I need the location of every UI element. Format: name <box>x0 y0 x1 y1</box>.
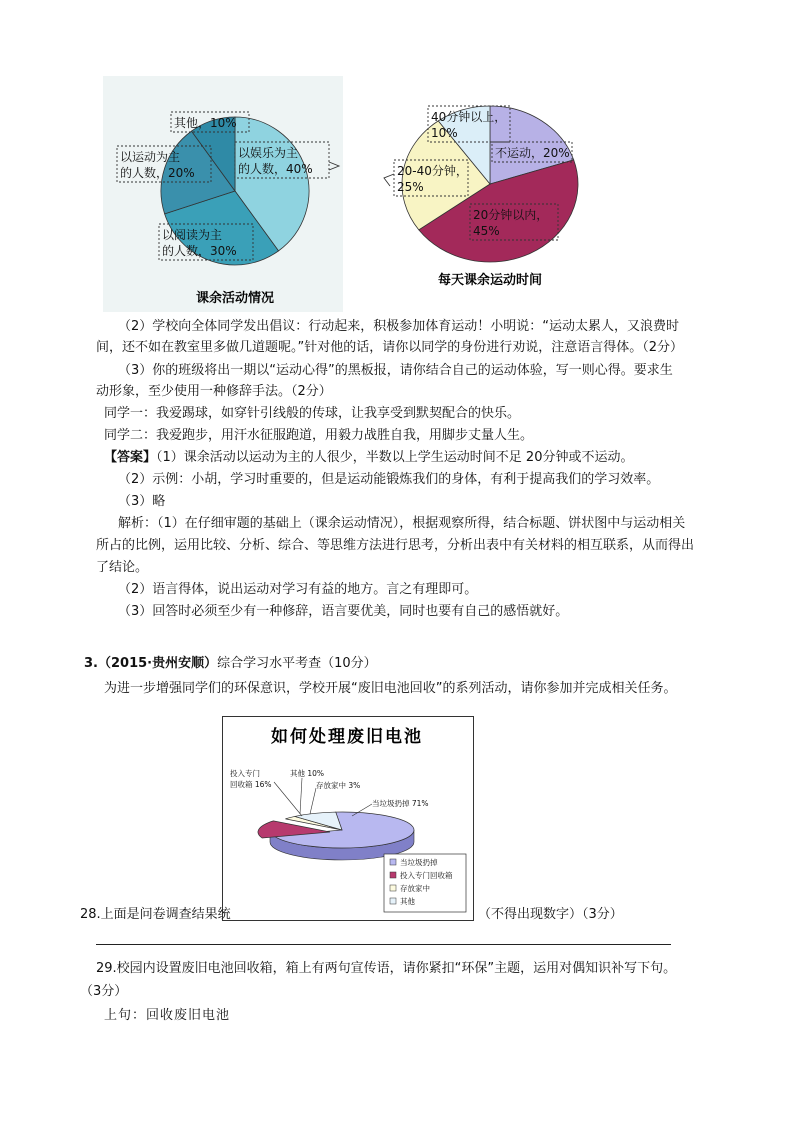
question-3-line-1: （3）你的班级将出一期以“运动心得”的黑板报，请你结合自己的运动体验，写一则心得。要求生 <box>118 363 673 378</box>
slice-label: 20分钟以内， <box>473 208 549 222</box>
chart-daily-exercise-time <box>372 96 602 294</box>
chart-leisure-activities <box>103 76 343 312</box>
slice-label: 当垃圾扔掉 71% <box>372 799 429 808</box>
slice-label: 存放家中 3% <box>316 781 361 790</box>
legend-label: 投入专门回收箱 <box>400 871 453 880</box>
legend-swatch <box>390 872 396 878</box>
legend-label: 当垃圾扔掉 <box>400 858 438 867</box>
example-student-2: 同学二：我爱跑步，用汗水征服跑道，用毅力战胜自我，用脚步丈量人生。 <box>104 428 534 443</box>
slice-label: 10% <box>431 126 458 140</box>
slice-label: 以阅读为主 <box>162 228 223 242</box>
slice-label: 其他 10% <box>290 769 325 778</box>
analysis-2: （2）语言得体，说出运动对学习有益的地方。言之有理即可。 <box>118 582 478 597</box>
slice-label: 的人数，40% <box>238 162 313 176</box>
slice-label: 的人数，30% <box>162 244 237 258</box>
slice-label: 回收箱 16% <box>230 780 272 789</box>
question-29-line-1: 29.校园内设置废旧电池回收箱，箱上有两句宣传语，请你紧扣“环保”主题，运用对偶知识补写下句。 <box>96 961 677 976</box>
legend-swatch <box>390 885 396 891</box>
analysis-1-line-2: 所占的比例，运用比较、分析、综合、等思维方法进行思考，分析出表中有关材料的相互联系，从而得出 <box>96 538 695 553</box>
slice-label: 以运动为主 <box>120 150 181 164</box>
legend-label: 存放家中 <box>400 884 430 893</box>
answer-3: （3）略 <box>118 494 166 509</box>
slice-label: 投入专门 <box>230 769 260 778</box>
slice-label: 45% <box>473 224 500 238</box>
slice-label: 25% <box>397 180 424 194</box>
question-29-line-2: （3分） <box>80 984 128 999</box>
chart-battery-disposal <box>222 716 474 921</box>
section-3-heading <box>84 653 377 674</box>
analysis-1-line-3: 了结论。 <box>96 560 149 575</box>
slice-label: 的人数，20% <box>120 166 195 180</box>
section-title: 综合学习水平考查（10分） <box>217 656 377 671</box>
answer-1: （1）课余活动以运动为主的人很少，半数以上学生运动时间不足 20分钟或不运动。 <box>156 450 634 465</box>
question-2-line-1: （2）学校向全体同学发出倡议：行动起来，积极参加体育运动！小明说：“运动太累人，又浪费时 <box>118 319 680 334</box>
answer-2: （2）示例：小胡，学习时重要的，但是运动能锻炼我们的身体，有利于提高我们的学习效率。 <box>118 472 660 487</box>
slice-label: 20-40分钟， <box>397 164 468 178</box>
slice-label: 40分钟以上， <box>431 110 507 124</box>
slice-label: 其他，10% <box>174 116 237 130</box>
answer-blank-line <box>96 944 671 945</box>
question-28-right: （不得出现数字）（3分） <box>478 907 623 922</box>
section-source: （2015·贵州安顺） <box>97 656 218 671</box>
example-student-1: 同学一：我爱踢球，如穿针引线般的传球，让我享受到默契配合的快乐。 <box>104 406 521 421</box>
slice-label: 不运动，20% <box>495 146 570 160</box>
analysis-1-line-1: 解析：（1）在仔细审题的基础上（课余运动情况），根据观察所得，结合标题、饼状图中与运动相关 <box>118 516 686 531</box>
label-pointer <box>384 174 394 186</box>
chart-title: 如何处理废旧电池 <box>271 727 423 747</box>
question-3-line-2: 动形象，至少使用一种修辞手法。（2分） <box>96 384 332 399</box>
section-3-intro: 为进一步增强同学们的环保意识，学校开展“废旧电池回收”的系列活动，请你参加并完成相关任务。 <box>104 681 677 696</box>
answer-tag: 【答案】 <box>104 450 157 465</box>
analysis-3: （3）回答时必须至少有一种修辞，语言要优美，同时也要有自己的感悟就好。 <box>118 604 569 619</box>
question-28-left: 28.上面是问卷调查结果统 <box>80 907 231 922</box>
chart-title: 每天课余运动时间 <box>437 273 543 288</box>
question-29-upper-line: 上句：回收废旧电池 <box>104 1008 231 1023</box>
answer-line-1 <box>104 447 633 468</box>
legend-swatch <box>390 898 396 904</box>
slice-label: 以娱乐为主 <box>238 146 299 160</box>
legend-swatch <box>390 859 396 865</box>
section-number: 3. <box>84 656 98 671</box>
legend-label: 其他 <box>400 897 415 906</box>
chart-title: 课余活动情况 <box>195 291 275 306</box>
question-2-line-2: 间，还不如在教室里多做几道题呢。”针对他的话，请你以同学的身份进行劝说，注意语言得体。（2分） <box>96 340 684 355</box>
